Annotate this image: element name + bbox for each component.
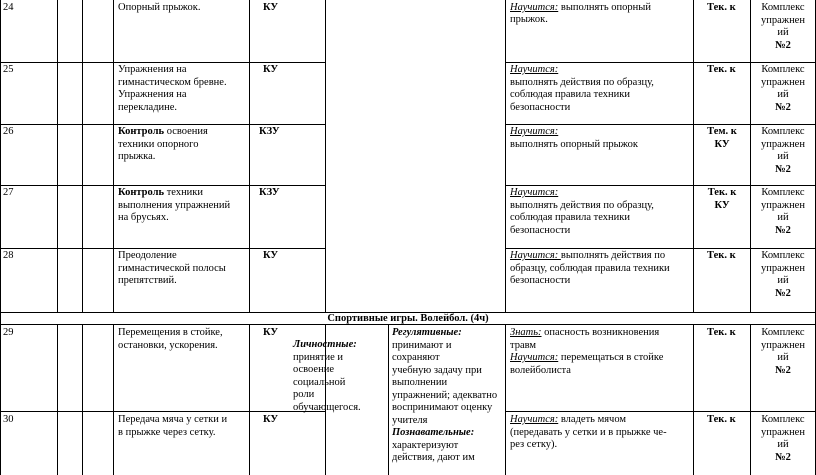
outcome-text	[510, 187, 654, 237]
regulative-line: учителя	[392, 414, 428, 426]
regulative-line: учебную задачу при	[392, 364, 482, 376]
homework-line: ий	[777, 275, 789, 286]
homework	[751, 327, 815, 377]
topic-text	[118, 126, 208, 164]
homework-line: №2	[775, 163, 791, 175]
topic-line: прыжка.	[118, 151, 156, 162]
outcome-lead: Научится:	[510, 187, 559, 198]
control-type: Тек. к	[707, 64, 736, 75]
lesson-type: КУ	[263, 414, 279, 425]
homework-line: упражнен	[761, 138, 805, 150]
personal-outcomes	[293, 339, 361, 414]
outcome-line: безопасности	[510, 224, 571, 236]
homework	[751, 2, 815, 52]
grid-line	[0, 0, 1, 475]
personal-line: социальной	[293, 376, 346, 388]
outcome-line: безопасности	[510, 275, 571, 286]
section-title: Спортивные игры. Волейбол. (4ч)	[327, 313, 489, 324]
topic-bold: Контроль	[118, 187, 165, 198]
topic-line: Упражнения на	[118, 64, 187, 75]
control-line: КУ	[714, 199, 730, 211]
outcome-lead: Научится:	[510, 250, 561, 261]
homework-line: ий	[777, 89, 789, 100]
homework-line: упражнен	[761, 262, 805, 274]
row-number: 30	[3, 414, 14, 425]
lesson-type: КЗУ	[259, 126, 280, 137]
grid-line	[693, 0, 694, 313]
homework-line: упражнен	[761, 199, 805, 211]
control-type	[694, 187, 750, 212]
grid-line	[505, 248, 816, 249]
topic-rest: техники	[164, 187, 204, 198]
learn-rest: перемещаться в стойке	[558, 352, 664, 363]
meta-outcomes	[392, 327, 497, 465]
homework-line: ий	[777, 27, 789, 38]
homework-line: Комплекс	[761, 250, 805, 261]
homework-line: Комплекс	[761, 327, 805, 338]
outcome-line: соблюдая правила техники	[510, 89, 630, 100]
grid-line	[505, 185, 816, 186]
personal-line: освоение	[293, 364, 334, 375]
homework-line: ий	[777, 352, 789, 363]
control-line: КУ	[714, 138, 730, 150]
topic-text	[118, 414, 227, 439]
control-type: Тек. к	[707, 327, 736, 338]
topic-line: остановки, ускорения.	[118, 339, 218, 351]
topic-line: гимнастической полосы	[118, 262, 226, 274]
personal-lead: Личностные:	[293, 339, 357, 350]
control-type: Тек. к	[707, 2, 736, 13]
regulative-line: воспринимают оценку	[392, 402, 493, 413]
topic-text	[118, 187, 230, 225]
outcome-lead: Научится:	[510, 126, 559, 137]
grid-line	[82, 325, 83, 475]
personal-line: роли	[293, 389, 315, 400]
topic-line: техники опорного	[118, 138, 199, 150]
topic-line: Перемещения в стойке,	[118, 327, 223, 338]
outcome-line: образцу, соблюдая правила техники	[510, 262, 670, 274]
topic-line: Передача мяча у сетки и	[118, 414, 228, 425]
lesson-type: КУ	[263, 250, 279, 261]
homework-line: №2	[775, 451, 791, 463]
regulative-line: принимают и	[392, 339, 452, 351]
topic-line: в прыжке через сетку.	[118, 426, 216, 438]
homework-line: упражнен	[761, 339, 805, 351]
row-number: 24	[3, 2, 14, 13]
topic-text	[118, 327, 223, 352]
outcome-line: выполнять действия по образцу,	[510, 76, 654, 88]
grid-line	[113, 0, 114, 313]
grid-line	[113, 325, 114, 475]
homework-line: Комплекс	[761, 414, 805, 425]
homework-line: №2	[775, 101, 791, 113]
cognitive-line: действия, дают им	[392, 452, 475, 463]
outcome-line: соблюдая правила техники	[510, 212, 630, 223]
homework-line: №2	[775, 364, 791, 376]
topic-rest: освоения	[164, 126, 208, 137]
topic-bold: Контроль	[118, 126, 165, 137]
topic-line: Упражнения на	[118, 89, 187, 100]
control-type	[694, 126, 750, 151]
grid-line	[0, 411, 326, 412]
homework	[751, 414, 815, 464]
homework-line: упражнен	[761, 76, 805, 88]
learn-lead: Научится:	[510, 352, 559, 363]
regulative-lead: Регулятивные:	[392, 327, 462, 338]
know-rest: опасность возникновения	[541, 327, 660, 338]
personal-line: принятие и	[293, 351, 344, 363]
topic-text	[118, 64, 227, 114]
homework-line: ий	[777, 212, 789, 223]
outcome-line: травм	[510, 339, 537, 351]
control-line: Тек. к	[707, 187, 737, 198]
homework-line: ий	[777, 151, 789, 162]
grid-line	[0, 185, 326, 186]
outcome-rest: выполнять действия по	[560, 250, 666, 261]
know-lead: Знать:	[510, 327, 542, 338]
grid-line	[388, 325, 389, 475]
outcome-line: прыжок.	[510, 14, 548, 25]
grid-line	[57, 0, 58, 313]
outcome-line: выполнять опорный прыжок	[510, 138, 638, 150]
grid-line	[0, 248, 326, 249]
outcome-line: (передавать у сетки и в прыжке че-	[510, 426, 667, 438]
row-number: 25	[3, 64, 14, 75]
homework-line: Комплекс	[761, 126, 805, 137]
outcome-line: безопасности	[510, 101, 571, 113]
grid-line	[505, 62, 816, 63]
grid-line	[249, 0, 250, 313]
homework	[751, 126, 815, 176]
row-number: 29	[3, 327, 14, 338]
outcome-text	[510, 2, 651, 15]
control-line: Тем. к	[707, 126, 737, 137]
control-type: Тек. к	[707, 250, 736, 261]
topic-line: препятствий.	[118, 275, 177, 286]
homework-line: №2	[775, 39, 791, 51]
outcome-text	[510, 327, 663, 377]
homework-line: Комплекс	[761, 187, 805, 198]
grid-line	[693, 325, 694, 475]
grid-line	[0, 124, 326, 125]
outcome-text	[510, 414, 667, 452]
lesson-type: КЗУ	[259, 187, 280, 198]
grid-line	[325, 0, 326, 313]
homework-line: №2	[775, 224, 791, 236]
regulative-line: сохраняют	[392, 352, 440, 363]
outcome-line: выполнять действия по образцу,	[510, 199, 654, 211]
cognitive-line: характеризуют	[392, 439, 459, 451]
topic-line: Преодоление	[118, 250, 177, 261]
topic-line: на брусьях.	[118, 212, 169, 223]
outcome-text	[510, 126, 638, 151]
grid-line	[505, 0, 506, 313]
homework-line: Комплекс	[761, 64, 805, 75]
topic-text: Опорный прыжок.	[118, 2, 201, 13]
personal-line: обучающегося.	[293, 401, 361, 413]
grid-line	[505, 124, 816, 125]
homework-line: ий	[777, 439, 789, 450]
homework-line: упражнен	[761, 426, 805, 438]
grid-line	[505, 325, 506, 475]
grid-line	[57, 325, 58, 475]
outcome-line: волейболиста	[510, 364, 571, 376]
grid-line	[505, 411, 816, 412]
homework-line: Комплекс	[761, 2, 805, 13]
row-number: 26	[3, 126, 14, 137]
outcome-lead: Научится:	[510, 2, 559, 13]
topic-text	[118, 250, 226, 288]
control-type: Тек. к	[707, 414, 736, 425]
topic-line: перекладине.	[118, 101, 178, 113]
outcome-line: рез сетку).	[510, 439, 558, 450]
cognitive-lead: Познавательные:	[392, 427, 475, 438]
topic-line: выполнения упражнений	[118, 199, 231, 211]
row-number: 27	[3, 187, 14, 198]
homework	[751, 187, 815, 237]
grid-line	[82, 0, 83, 313]
homework	[751, 64, 815, 114]
regulative-line: выполнении	[392, 377, 448, 388]
outcome-rest: выполнять опорный	[558, 2, 651, 13]
regulative-line: упражнений; адекватно	[392, 389, 498, 401]
homework-line: упражнен	[761, 14, 805, 26]
outcome-lead: Научится:	[510, 64, 559, 75]
row-number: 28	[3, 250, 14, 261]
grid-line	[249, 325, 250, 475]
homework-line: №2	[775, 287, 791, 299]
outcome-text	[510, 250, 670, 288]
learn-lead: Научится:	[510, 414, 559, 425]
lesson-type: КУ	[263, 64, 279, 75]
topic-line: гимнастическом бревне.	[118, 76, 227, 88]
grid-line	[0, 62, 326, 63]
learn-rest: владеть мячом	[558, 414, 627, 425]
homework	[751, 250, 815, 300]
lesson-type: КУ	[263, 327, 279, 338]
lesson-type: КУ	[263, 2, 279, 13]
outcome-text	[510, 64, 654, 114]
